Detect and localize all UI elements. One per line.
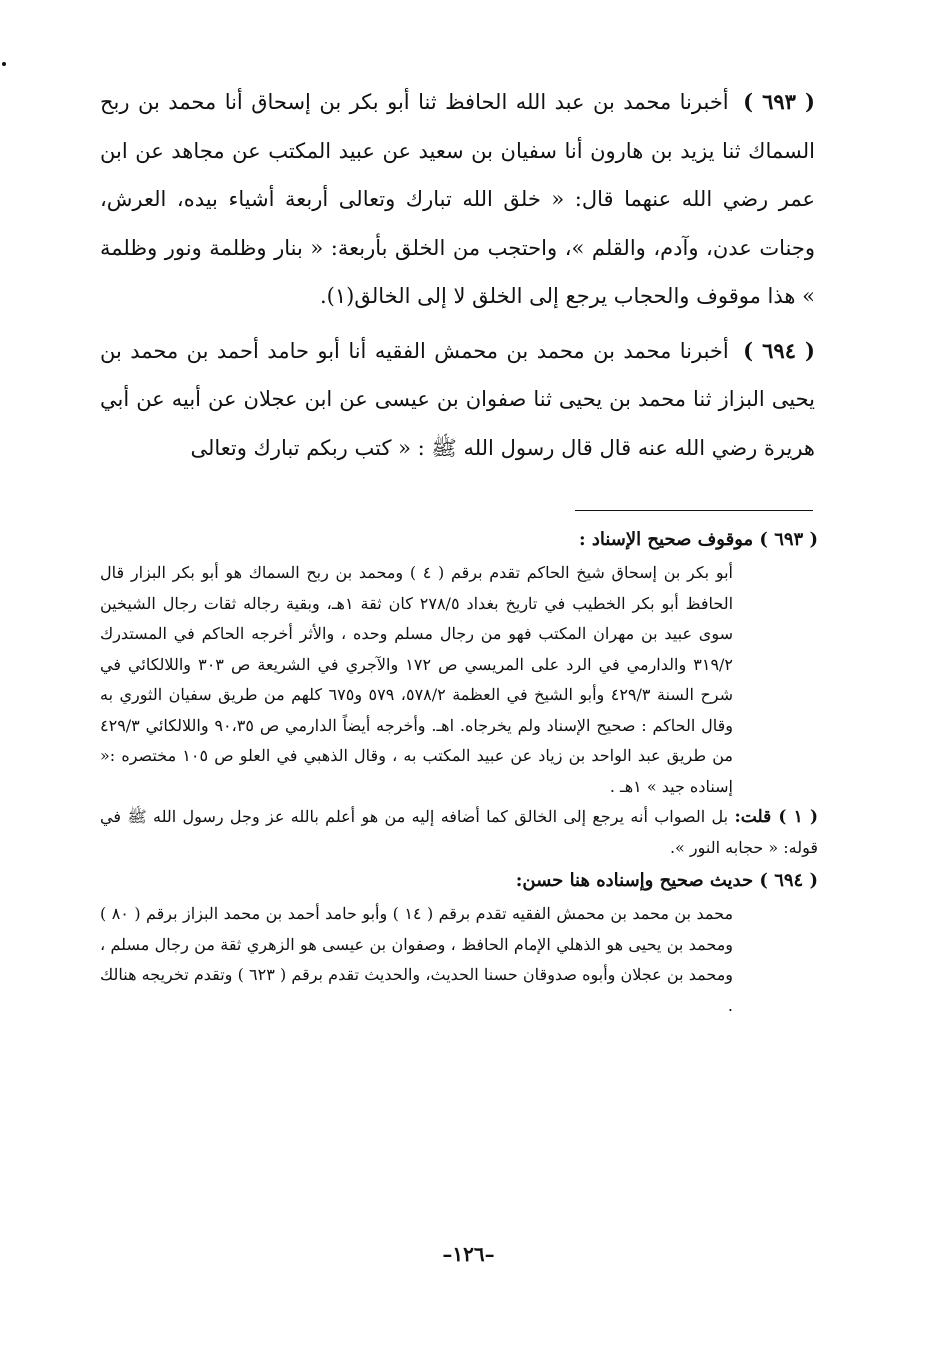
footnote-separator: [575, 510, 813, 511]
hadith-number: ( ٦٩٤ ): [743, 337, 815, 363]
hadith-number: ( ٦٩٣ ): [743, 89, 815, 114]
note-1-label: ( ١ ) قلت:: [734, 807, 819, 827]
hadith-694: [100, 327, 815, 473]
main-text: [100, 78, 815, 472]
hadith-text: أخبرنا محمد بن محمد بن محمش الفقيه أنا أبو حامد أحمد بن محمد بن يحيى البزاز ثنا محمد بن يحيى ثنا صفوان بن عيسى عن ابن عجلان عن أبيه عن أبي هريرة رضي الله عنه قال قال رسول الله ﷺ : « كتب ربكم تبارك وتعالى: [100, 338, 815, 460]
note-693-heading: ( ٦٩٣ ) موقوف صحيح الإسناد :: [578, 529, 818, 550]
footnotes: [100, 522, 818, 1021]
note-693-body: أبو بكر بن إسحاق شيخ الحاكم تقدم برقم ( ٤ ) ومحمد بن ربح السماك هو أبو بكر البزار قال الحافظ أبو بكر الخطيب في تاريخ بغداد ٢٧٨/٥ كان ثقة ١هـ، وبقية رجاله ثقات رجال الشيخين سوى عبيد بن مهران المكتب فهو من رجال مسلم وحده ، والأثر أخرجه الحاكم في المستدرك ٣١٩/٢ والدارمي في الرد على المريسي ص ١٧٢ والآجري في الشريعة ص ٣٠٣ واللالكائي في شرح السنة ٤٢٩/٣ وأبو الشيخ في العظمة ٥٧٨/٢، ٥٧٩ و٦٧٥ كلهم من طريق سفيان الثوري به وقال الحاكم : صحيح الإسناد ولم يخرجاه. اهـ. وأخرجه أيضاً الدارمي ص ٩٠،٣٥ واللالكائي ٤٢٩/٣ من طريق عبد الواحد بن زياد عن عبيد المكتب به ، وقال الذهبي في العلو ص ١٠٥ مختصره :« إسناده جيد » ١هـ .: [100, 563, 734, 796]
note-1-body: بل الصواب أنه يرجع إلى الخالق كما أضافه إليه من هو أعلم بالله عز وجل رسول الله ﷺ في قوله: « حجابه النور ».: [100, 807, 818, 857]
note-694-body: محمد بن محمد بن محمش الفقيه تقدم برقم ( ١٤ ) وأبو حامد أحمد بن محمد البزاز برقم ( ٨٠ ) ومحمد بن يحيى هو الذهلي الإمام الحافظ ، وصفوان بن عيسى هو الزهري ثقة من رجال مسلم ، ومحمد بن عجلان وأبوه صدوقان حسنا الحديث، والحديث تقدم برقم ( ٦٢٣ ) وتقدم تخريجه هنالك .: [100, 904, 734, 1015]
scan-speck: [2, 62, 6, 66]
note-694-heading: ( ٦٩٤ ) حديث صحيح وإسناده هنا حسن:: [515, 870, 818, 891]
note-1: [100, 802, 818, 863]
hadith-693: [100, 78, 815, 321]
page-number: –١٢٦–: [442, 1242, 495, 1266]
hadith-text: أخبرنا محمد بن عبد الله الحافظ ثنا أبو بكر بن إسحاق أنا محمد بن ربح السماك ثنا يزيد بن هارون أنا سفيان بن سعيد عن عبيد المكتب عن مجاهد عن ابن عمر رضي الله عنهما قال: « خلق الله تبارك وتعالى أربعة أشياء بيده، العرش، وجنات عدن، وآدم، والقلم »، واحتجب من الخلق بأربعة: « بنار وظلمة ونور وظلمة » هذا موقوف والحجاب يرجع إلى الخلق لا إلى الخالق(١).: [100, 90, 815, 308]
